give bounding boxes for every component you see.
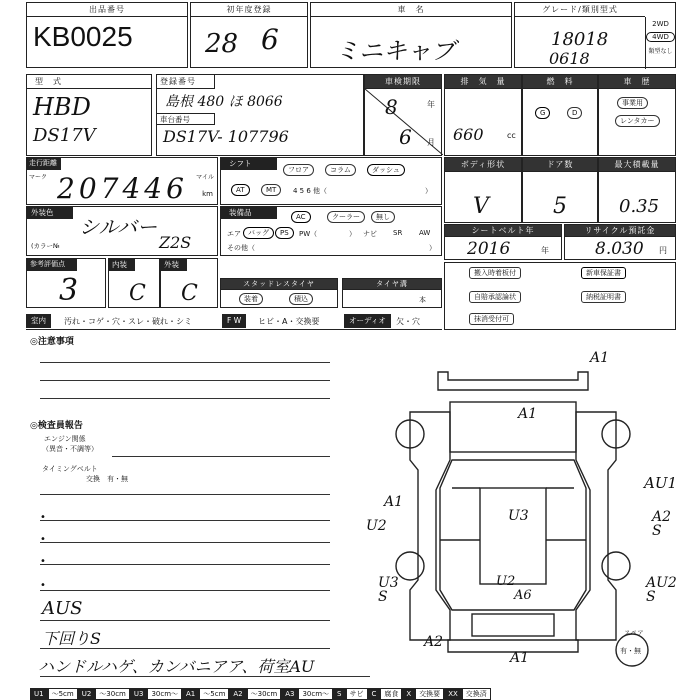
strip-underline [26,329,442,330]
spare-value: 有・無 [620,647,641,655]
legend-value: 交換済 [462,688,491,700]
recycle-value: 8.030 [595,239,644,259]
notes-line [40,542,330,543]
inspection-label: 車検期限 [365,75,441,89]
recycle-label: リサイクル預託金 [565,225,675,237]
equip-aw: AW [419,229,431,237]
body-type-label: ボディ形状 [445,158,521,172]
drive-options [645,17,675,69]
bullet: • [40,556,46,567]
chassis-number: DS17V- 107796 [163,127,289,146]
registration-number: 島根 480 ほ 8066 [165,94,283,110]
notes-line [40,564,330,565]
fuel-option-d: D [567,107,582,119]
equip-ac: AC [291,211,311,223]
notes-line [40,494,330,495]
grade-label: グレード/類別型式 [515,3,645,17]
notes-line [40,520,330,521]
recycle-unit: 円 [659,246,667,255]
chassis-label: 車台番号 [157,113,215,125]
history-label: 車 歴 [599,75,675,89]
mileage-marker-label: マーク [29,174,48,181]
shift-at: AT [231,184,250,196]
mileage-value: 207446 [57,172,188,205]
legend-key: U2 [78,688,96,700]
audio-row-text: 欠・穴 [396,317,420,326]
tire-depth-label: タイヤ溝 [343,279,441,290]
legend-key: A2 [229,688,246,700]
doors-label: ドア数 [523,158,597,172]
equip-cooler: クーラー [327,211,365,223]
equip-other: その他（ [227,244,255,252]
bullet: • [40,534,46,545]
first-registration-label: 初年度登録 [191,3,307,17]
legend-value: 〜30cm [95,688,130,700]
max-load-box [598,157,676,223]
damage-left-rear: U3 S [378,575,399,605]
displacement-box [444,74,522,156]
documents-box [444,262,676,330]
lot-number: KB0025 [33,21,133,52]
color-value: シルバー [79,215,158,239]
fuel-label: 燃 料 [523,75,597,89]
legend-key: S [333,688,345,700]
damage-front-bumper: A1 [590,350,610,366]
shift-gears: 4 5 6 他（ [293,187,328,195]
equip-pw-close: ） [349,230,356,238]
seatbelt-label: シートベルト年 [445,225,561,237]
seatbelt-box [444,224,562,260]
notes-line [40,620,330,621]
displacement-unit: cc [507,131,516,140]
doc-tax: 納税証明書 [581,291,626,303]
grade-line2: 0618 [549,49,590,68]
max-load-label: 最大積載量 [599,158,675,172]
fuel-box [522,74,598,156]
audio-row-label: オーディオ [344,314,391,328]
recycle-box [564,224,676,260]
grade-box [514,2,676,68]
doors-box [522,157,598,223]
history-business: 事業用 [617,97,648,109]
doc-warranty: 新車保証書 [581,267,626,279]
model-box [26,74,152,156]
option-none: 類型なし [648,48,673,55]
damage-rear-floor: U2 [496,574,516,589]
studless-loaded: 積込 [289,293,313,305]
fw-row-label: F W [222,314,246,328]
engine-label: エンジン関係 [44,435,86,443]
doc-insurance: 自賠承認論状 [469,291,521,303]
damage-mid [600,556,601,557]
fuel-option-g: G [535,107,550,119]
notes-label: ◎注意事項 [30,337,74,347]
exterior-grade-label: 外装 [161,259,187,271]
shift-label: シフト [221,158,277,170]
legend-value: 30cm〜 [147,688,182,700]
body-type-value: V [473,194,489,219]
legend-key: U3 [130,688,148,700]
shift-floor: フロア [283,164,314,176]
notes-line [40,648,330,649]
legend-value: 腐食 [380,688,402,700]
legend-key: X [402,688,415,700]
history-rental: レンタカー [615,115,660,127]
studless-box [220,278,338,308]
first-registration-box [190,2,308,68]
bullet: • [40,580,46,591]
damage-legend [30,688,700,700]
first-reg-month: 6 [261,23,279,56]
notes-line [40,380,330,381]
car-name-label: 車 名 [311,3,511,17]
inspection-box [364,74,442,156]
model-line2: DS17V [33,125,96,146]
notes-line [112,456,330,457]
engine-sub: （異音・不調等） [42,445,98,453]
equip-sr: SR [393,229,403,237]
notes-line [40,590,330,591]
damage-left-door: U2 [366,518,387,534]
studless-label: スタッドレスタイヤ [221,279,337,290]
interior-row-label: 室内 [26,314,51,328]
legend-value: サビ [346,688,368,700]
body-type-box [444,157,522,223]
legend-key: XX [444,688,462,700]
score-value: 3 [59,273,79,308]
damage-roof: U3 [508,508,529,524]
shift-box [220,157,442,205]
shift-gears-close: ） [425,187,432,195]
exterior-grade: C [181,281,198,306]
shift-dash: ダッシュ [367,164,405,176]
damage-rear-center: A6 [514,588,532,603]
model-line1: HBD [33,93,91,121]
damage-rear-left-corner: A2 [424,634,444,650]
inspection-year: 8 [385,95,398,119]
first-reg-year: 28 [205,29,239,59]
option-4wd: 4WD [646,32,675,42]
option-2wd: 2WD [652,20,669,28]
history-box [598,74,676,156]
legend-key: A3 [281,688,298,700]
doc-deregister: 抹消受付可 [469,313,514,325]
inspection-month: 6 [399,125,412,149]
seatbelt-unit: 年 [541,246,549,255]
mileage-unit-mile: マイル [196,174,214,181]
note-line-2: 下回りS [42,629,101,648]
equip-none: 無し [371,211,395,223]
score-box [26,258,106,308]
studless-mounted: 装着 [239,293,263,305]
mileage-box [26,157,218,205]
displacement-value: 660 [453,125,484,144]
legend-key: C [368,688,381,700]
equipment-label: 装備品 [221,207,277,219]
notes-line [40,362,330,363]
legend-value: 交換要 [415,688,444,700]
timing-belt-label: タイミングベルト [42,465,98,473]
displacement-label: 排 気 量 [445,75,521,89]
doors-value: 5 [553,194,567,219]
max-load-value: 0.35 [619,196,660,217]
color-label: 外装色 [27,207,73,219]
fw-row-text: ヒビ・A・交換要 [258,317,320,326]
bullet: • [40,512,46,523]
legend-key: U1 [30,688,48,700]
model-label: 型 式 [27,75,151,89]
legend-key: A1 [182,688,199,700]
legend-value: 30cm〜 [298,688,333,700]
legend-value: 〜30cm [247,688,282,700]
equip-ps: PS [275,227,294,239]
lot-number-box [26,2,188,68]
seatbelt-year: 2016 [467,239,511,259]
registration-box [156,74,364,156]
mileage-unit-km: km [202,190,213,198]
interior-grade-box [108,258,160,308]
inspection-month-unit: 月 [427,138,435,147]
score-label: 参考評価点 [27,259,77,271]
equipment-box [220,206,442,256]
interior-row-text: 汚れ・コゲ・穴・スレ・破れ・シミ [64,317,192,326]
damage-right-rear: AU2 S [646,575,677,605]
mileage-label: 走行距離 [27,158,61,170]
legend-value: 〜5cm [199,688,229,700]
grade-line1: 18018 [551,29,609,50]
shift-mt: MT [261,184,281,196]
doc-plate: 搬入時着板付 [469,267,521,279]
note-line-3: ハンドルハゲ、カンバニアア、荷室AU [38,657,315,676]
color-code: Z2S [159,233,192,252]
spare-label: スペア [624,629,644,637]
exterior-grade-box [160,258,218,308]
equip-airbag: バッグ [243,227,274,239]
car-name-box [310,2,512,68]
equip-other-close: ） [429,244,436,252]
damage-rear-bumper: A1 [510,650,530,666]
damage-hood: A1 [518,406,538,422]
tire-depth-box [342,278,442,308]
timing-exchange: 交換 有・無 [86,475,128,483]
notes-line [40,398,330,399]
inspector-label: ◎検査員報告 [30,421,83,431]
shift-column: コラム [325,164,356,176]
legend-value: 〜5cm [48,688,78,700]
damage-right-front: AU1 [644,474,678,492]
color-box [26,206,218,256]
damage-left-front: A1 [384,494,404,510]
notes-line [40,676,370,677]
inspection-year-unit: 年 [427,100,435,109]
lot-number-label: 出品番号 [27,3,187,17]
equip-air: エア [227,230,241,238]
damage-right-door: A2 S [652,509,672,539]
interior-grade: C [129,281,146,306]
interior-grade-label: 内装 [109,259,135,271]
equip-navi: ナビ [363,230,377,238]
car-name: ミニキャブ [335,37,455,65]
tire-depth-unit: 本 [419,296,426,304]
registration-label: 登録番号 [157,75,215,89]
equip-pw: PW（ [299,230,318,238]
color-code-label: (カラー№ [31,242,60,250]
note-line-1: AUS [42,598,83,619]
